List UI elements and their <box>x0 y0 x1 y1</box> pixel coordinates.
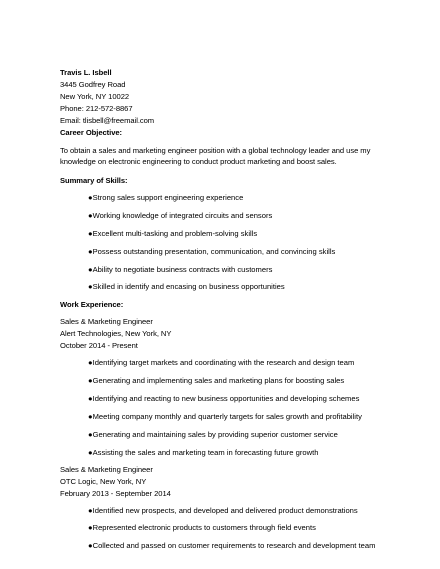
objective-heading: Career Objective: <box>60 128 123 137</box>
job-duty-item <box>88 412 362 422</box>
job-duty-item <box>88 541 375 551</box>
skills-heading: Summary of Skills: <box>60 176 128 185</box>
bullet-icon: ● <box>88 358 93 367</box>
job-duty-item <box>88 448 318 458</box>
job-dates: February 2013 - September 2014 <box>60 489 171 498</box>
job-duty-text: Generating and implementing sales and marketing plans for boosting sales <box>92 376 345 385</box>
contact-address-line-1: 3445 Godfrey Road <box>60 80 126 89</box>
skill-item <box>88 229 257 239</box>
skill-item <box>88 265 272 275</box>
skill-item <box>88 193 243 203</box>
job-duty-text: Identifying and reacting to new business opportunities and developing schemes <box>92 394 360 403</box>
job-duty-item <box>88 376 344 386</box>
skill-item-text: Possess outstanding presentation, communication, and convincing skills <box>92 247 336 256</box>
job-duty-text: Identifying target markets and coordinating with the research and design team <box>92 358 355 367</box>
job-title: Sales & Marketing Engineer <box>60 465 153 474</box>
skill-item <box>88 247 335 257</box>
contact-name: Travis L. Isbell <box>60 68 112 77</box>
objective-line-2: knowledge on electronic engineering to conduct product marketing and boost sales. <box>60 157 337 166</box>
skill-item-text: Strong sales support engineering experience <box>92 193 244 202</box>
bullet-icon: ● <box>88 506 93 515</box>
bullet-icon: ● <box>88 541 93 550</box>
experience-heading: Work Experience: <box>60 300 124 309</box>
job-title: Sales & Marketing Engineer <box>60 317 153 326</box>
contact-phone: Phone: 212-572-8867 <box>60 104 133 113</box>
job-company: OTC Logic, New York, NY <box>60 477 147 486</box>
objective-line-1: To obtain a sales and marketing engineer position with a global technology leader and use my <box>60 146 371 155</box>
job-duty-text: Generating and maintaining sales by providing superior customer service <box>92 430 338 439</box>
skill-item-text: Ability to negotiate business contracts with customers <box>92 265 273 274</box>
job-dates: October 2014 - Present <box>60 341 138 350</box>
job-duty-item <box>88 523 316 533</box>
job-company: Alert Technologies, New York, NY <box>60 329 172 338</box>
bullet-icon: ● <box>88 394 93 403</box>
job-duty-item <box>88 394 359 404</box>
bullet-icon: ● <box>88 282 93 291</box>
skill-item <box>88 211 272 221</box>
job-duty-text: Identified new prospects, and developed and delivered product demonstrations <box>92 506 358 515</box>
bullet-icon: ● <box>88 247 93 256</box>
bullet-icon: ● <box>88 376 93 385</box>
contact-address-line-2: New York, NY 10022 <box>60 92 130 101</box>
job-duty-text: Meeting company monthly and quarterly targets for sales growth and profitability <box>92 412 362 421</box>
job-duty-text: Assisting the sales and marketing team in forecasting future growth <box>92 448 319 457</box>
bullet-icon: ● <box>88 193 93 202</box>
bullet-icon: ● <box>88 430 93 439</box>
skill-item <box>88 282 285 292</box>
contact-email: Email: tlisbell@freemail.com <box>60 116 155 125</box>
bullet-icon: ● <box>88 412 93 421</box>
skill-item-text: Excellent multi-tasking and problem-solving skills <box>92 229 258 238</box>
job-duty-text: Represented electronic products to customers through field events <box>92 523 316 532</box>
bullet-icon: ● <box>88 211 93 220</box>
job-duty-text: Collected and passed on customer requirements to research and development team <box>92 541 376 550</box>
bullet-icon: ● <box>88 523 93 532</box>
skill-item-text: Working knowledge of integrated circuits and sensors <box>92 211 273 220</box>
bullet-icon: ● <box>88 229 93 238</box>
skill-item-text: Skilled in identify and encasing on business opportunities <box>92 282 285 291</box>
job-duty-item <box>88 358 354 368</box>
job-duty-item <box>88 430 338 440</box>
bullet-icon: ● <box>88 265 93 274</box>
job-duty-item <box>88 506 358 516</box>
bullet-icon: ● <box>88 448 93 457</box>
